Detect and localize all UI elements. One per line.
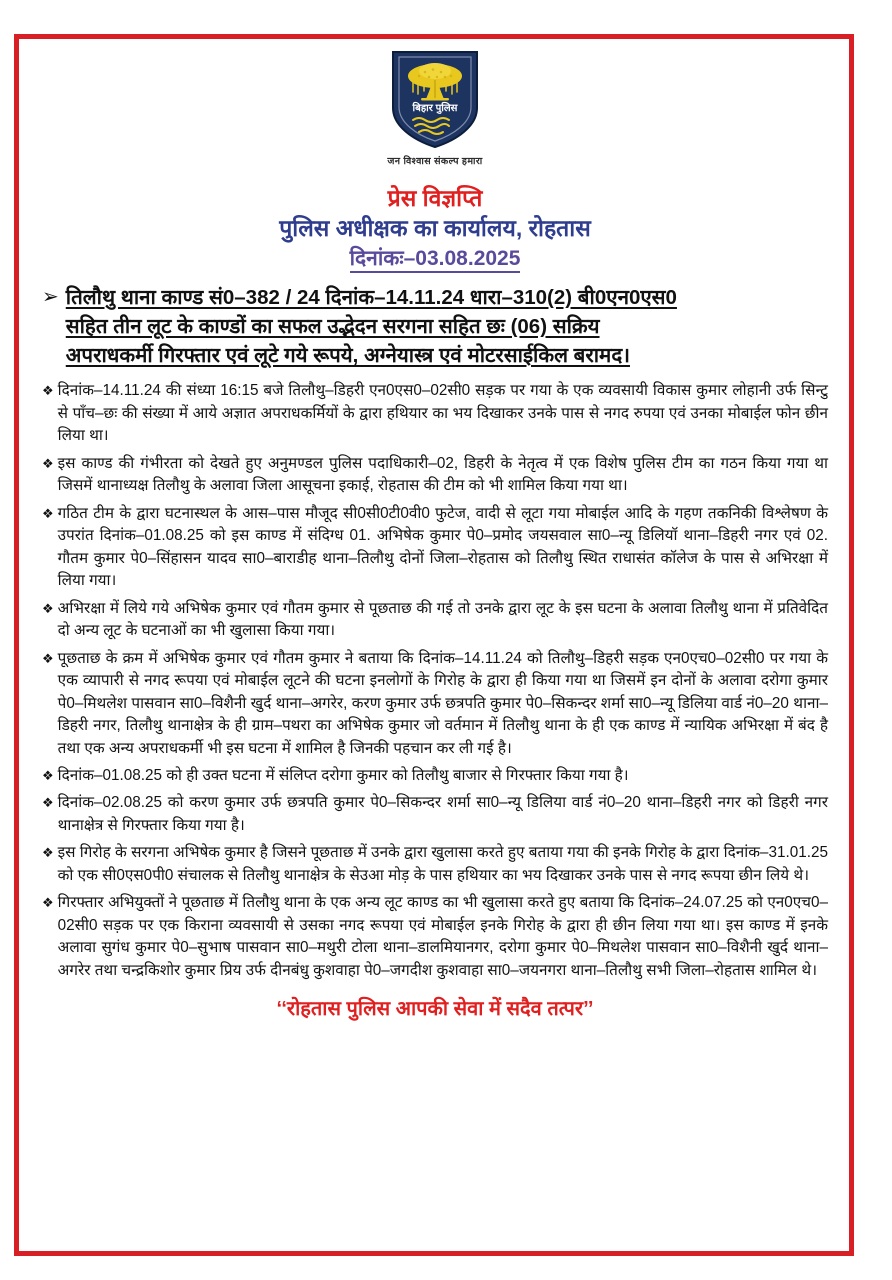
diamond-bullet-icon: ❖ (42, 845, 54, 861)
list-item-text: दिनांक–14.11.24 की संध्या 16:15 बजे तिलौथु–डिहरी एन0एस0–02सी0 सड़क पर गया के एक व्यवसायी विकास कुमार लोहानी उर्फ सिन्टु से पॉंच–छः की संख्या में आये अज्ञात अपराधकर्मियों के द्वारा हथियार का भय दिखाकर उनके पास से नगद रुपया एवं उनका मोबाईल फोन छीन लिया था। (57, 382, 828, 445)
headline-text (66, 283, 828, 370)
list-item (42, 792, 828, 837)
list-item (42, 453, 828, 498)
crest-motto: जन विश्वास संकल्प हमारा (387, 156, 483, 167)
list-item (42, 380, 828, 447)
page-content (24, 40, 846, 1250)
list-item (42, 842, 828, 887)
diamond-bullet-icon: ❖ (42, 795, 54, 811)
arrow-bullet-icon: ➢ (42, 285, 59, 308)
crest-block (42, 46, 828, 167)
list-item-text: पूछताछ के क्रम में अभिषेक कुमार एवं गौतम कुमार ने बताया कि दिनांक–14.11.24 को तिलौथु–डिहरी सड़क एन0एच0–02सी0 पर गया के एक व्यापारी से नगद रूपया एवं मोबाईल लूटने की घटना इनलोगों के गिरोह के द्वारा ही किया गया था जिसमें इन दोनों के अलावा दरोगा कुमार पे0–मिथलेश पासवान सा0–विशैनी खुर्द थाना–अगरेर, करण कुमार उर्फ छत्रपति कुमार पे0–सिकन्दर शर्मा सा0–न्यू डिलिया वार्ड नं0–20 थाना–डिहरी नगर, तिलौथु थानाक्षेत्र के ही ग्राम–पथरा का अभिषेक कुमार जो वर्तमान में तिलौथु थाना के ही एक काण्ड में न्यायिक अभिरक्षा में बंद है तथा एक अन्य अपराधकर्मी भी इस घटना में शामिल है जिनकी पहचान कर ली गई है। (57, 649, 828, 757)
list-item (42, 765, 828, 787)
release-date-line (42, 246, 828, 271)
list-item-text: अभिरक्षा में लिये गये अभिषेक कुमार एवं गौतम कुमार से पूछताछ की गई तो उनके द्वारा लूट के इस घटना के अलावा तिलौथु थाना में प्रतिवेदित दो अन्य लूट के घटनाओं का भी खुलासा किया गया। (57, 599, 828, 640)
list-item (42, 503, 828, 593)
diamond-bullet-icon: ❖ (42, 895, 54, 911)
diamond-bullet-icon: ❖ (42, 600, 54, 616)
release-date: दिनांकः–03.08.2025 (350, 247, 521, 273)
bullet-list (42, 380, 828, 982)
bihar-police-emblem-icon (383, 46, 487, 152)
list-item-text: गठित टीम के द्वारा घटनास्थल के आस–पास मौजूद सी0सी0टी0वी0 फुटेज, वादी से लूटा गया मोबाईल आदि के गहण तकनिकी विश्लेषण के उपरांत दिनांक–01.08.25 को इस काण्ड में संदिग्ध 01. अभिषेक कुमार पे0–प्रमोद जयसवाल सा0–न्यू डिलियॉ थाना–डिहरी नगर एवं 02. गौतम कुमार पे0–सिंहासन यादव सा0–बाराडीह थाना–तिलौथु दोनों जिला–रोहतास को तिलौथु स्थित राधासंत कॉलेज के पास से अभिरक्षा में लिया गया। (57, 504, 828, 590)
diamond-bullet-icon: ❖ (42, 650, 54, 666)
svg-text:बिहार पुलिस: बिहार पुलिस (412, 103, 458, 114)
headline-line-2: सहित तीन लूट के काण्डों का सफल उद्भेदन सरगना सहित छः (06) सक्रिय (65, 315, 600, 339)
press-release-title: प्रेस विज्ञप्ति (387, 185, 483, 211)
office-title: पुलिस अधीक्षक का कार्यालय, रोहतास (279, 215, 591, 242)
list-item-text: गिरफ्तार अभियुक्तों ने पूछताछ में तिलौथु थाना के एक अन्य लूट काण्ड का भी खुलासा करते हुए बताया कि दिनांक–24.07.25 को एन0एच0–02सी0 सड़क पर एक किराना व्यवसायी से उसका नगद रूपया एवं मोबाईल इनके गिरोह के द्वारा ही छीन लिया गया था। इस काण्ड में इनके अलावा सुगंध कुमार पे0–सुभाष पासवान सा0–मथुरी टोला थाना–डालमियानगर, दरोगा कुमार पे0–मिथलेश पासवान सा0–विशैनी खुर्द थाना–अगरेर तथा चन्द्रकिशोर कुमार प्रिय उर्फ दीनबंधु कुशवाहा पे0–जगदीश कुशवाहा सा0–जयनगरा थाना–तिलौथु सभी जिला–रोहतास शामिल थे। (57, 894, 828, 979)
headline-line-1: तिलौथु थाना काण्ड सं0–382 / 24 दिनांक–14.11.24 धारा–310(2) बी0एन0एस0 (65, 285, 677, 309)
footer-slogan: ‘‘रोहतास पुलिस आपकी सेवा में सदैव तत्पर’’ (276, 998, 594, 1021)
list-item (42, 598, 828, 643)
list-item-text: इस काण्ड की गंभीरता को देखते हुए अनुमण्डल पुलिस पदाधिकारी–02, डिहरी के नेतृत्व में एक विशेष पुलिस टीम का गठन किया गया था जिसमें थानाध्यक्ष तिलौथु के अलावा जिला आसूचना इकाई, रोहतास की टीम को भी शामिल किया गया था। (57, 454, 828, 495)
list-item (42, 648, 828, 760)
list-item-text: दिनांक–02.08.25 को करण कुमार उर्फ छत्रपति कुमार पे0–सिकन्दर शर्मा सा0–न्यू डिलिया वार्ड नं0–20 थाना–डिहरी नगर को डिहरी नगर थानाक्षेत्र से गिरफ्तार किया गया है। (57, 794, 828, 834)
diamond-bullet-icon: ❖ (42, 505, 54, 521)
diamond-bullet-icon: ❖ (42, 455, 54, 471)
list-item-text: इस गिरोह के सरगना अभिषेक कुमार है जिसने पूछताछ में उनके द्वारा खुलासा करते हुए बताया गया की इनके गिरोह के द्वारा दिनांक–31.01.25 को एक सी0एस0पी0 संचालक से तिलौथु थानाक्षेत्र के सेउआ मोड़ के पास हथियार का भय दिखाकर उनके पास से नगद रूपया छीन लिये थे। (57, 844, 828, 884)
list-item-text: दिनांक–01.08.25 को ही उक्त घटना में संलिप्त दरोगा कुमार को तिलौथु बाजार से गिरफ्तार किया गया है। (57, 766, 629, 784)
headline-block (42, 283, 828, 370)
list-item (42, 892, 828, 982)
diamond-bullet-icon: ❖ (42, 767, 54, 783)
headline-line-3: अपराधकर्मी गिरफ्तार एवं लूटे गये रूपये, अग्नेयास्त्र एवं मोटरसाईकिल बरामद। (65, 344, 630, 368)
diamond-bullet-icon: ❖ (42, 383, 54, 399)
